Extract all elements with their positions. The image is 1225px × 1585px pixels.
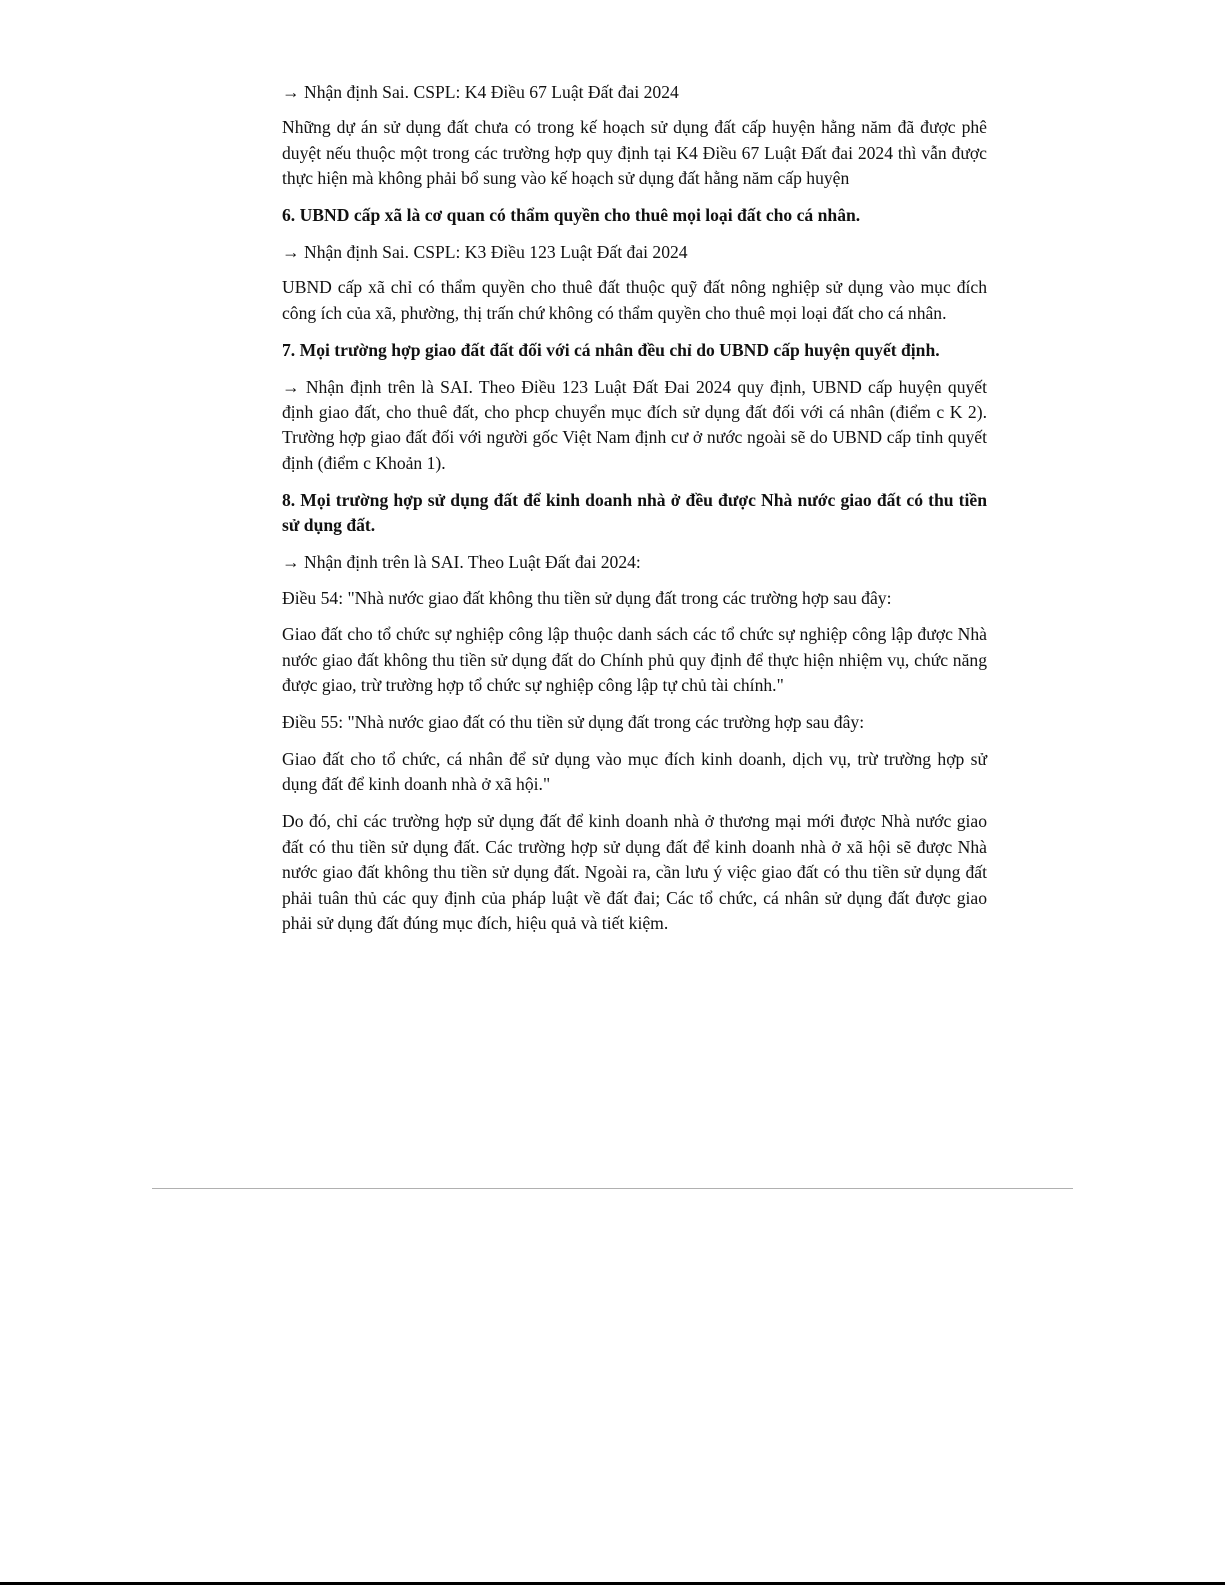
document-body	[282, 80, 987, 948]
question-heading: 6. UBND cấp xã là cơ quan có thẩm quyền cho thuê mọi loại đất cho cá nhân.	[282, 205, 861, 226]
law-quote-paragraph: Giao đất cho tổ chức sự nghiệp công lập thuộc danh sách các tổ chức sự nghiệp công lập được Nhà nước giao đất không thu tiền sử dụng đất do Chính phủ quy định để thực hiện nhiệm vụ, chức năng được giao, trừ trường hợp tổ chức sự nghiệp công lập tự chủ tài chính."	[282, 624, 987, 696]
explanation-paragraph: UBND cấp xã chỉ có thẩm quyền cho thuê đất thuộc quỹ đất nông nghiệp sử dụng vào mục đích công ích của xã, phường, thị trấn chứ không có thẩm quyền cho thuê mọi loại đất cho cá nhân.	[282, 277, 987, 323]
page-divider	[152, 1188, 1073, 1189]
question-heading: 8. Mọi trường hợp sử dụng đất để kinh doanh nhà ở đều được Nhà nước giao đất có thu tiền sử dụng đất.	[282, 489, 987, 536]
explanation-paragraph: Những dự án sử dụng đất chưa có trong kế hoạch sử dụng đất cấp huyện hằng năm đã được phê duyệt nếu thuộc một trong các trường hợp quy định tại K4 Điều 67 Luật Đất đai 2024 thì vẫn được thực hiện mà không phải bổ sung vào kế hoạch sử dụng đất hằng năm cấp huyện	[282, 117, 987, 189]
answer-paragraph: → Nhận định trên là SAI. Theo Điều 123 Luật Đất Đai 2024 quy định, UBND cấp huyện quyết định giao đất, cho thuê đất, cho phcp chuyển mục đích sử dụng đất đối với cá nhân (điểm c K 2). Trường hợp giao đất đối với người gốc Việt Nam định cư ở nước ngoài sẽ do UBND cấp tỉnh quyết định (điểm c Khoản 1).	[282, 376, 987, 473]
conclusion-paragraph: Do đó, chỉ các trường hợp sử dụng đất để kinh doanh nhà ở thương mại mới được Nhà nước giao đất có thu tiền sử dụng đất. Các trường hợp sử dụng đất để kinh doanh nhà ở xã hội sẽ được Nhà nước giao đất không thu tiền sử dụng đất. Ngoài ra, cần lưu ý việc giao đất có thu tiền sử dụng đất phải tuân thủ các quy định của pháp luật về đất đai; Các tổ chức, cá nhân sử dụng đất được giao phải sử dụng đất đúng mục đích, hiệu quả và tiết kiệm.	[282, 811, 987, 933]
answer-line: → Nhận định Sai. CSPL: K3 Điều 123 Luật Đất đai 2024	[282, 242, 688, 263]
law-quote-paragraph: Điều 54: "Nhà nước giao đất không thu tiền sử dụng đất trong các trường hợp sau đây:	[282, 587, 892, 608]
law-quote-paragraph: Giao đất cho tổ chức, cá nhân để sử dụng vào mục đích kinh doanh, dịch vụ, trừ trường hợp sử dụng đất để kinh doanh nhà ở xã hội."	[282, 749, 987, 795]
law-quote-paragraph: Điều 55: "Nhà nước giao đất có thu tiền sử dụng đất trong các trường hợp sau đây:	[282, 712, 865, 733]
answer-line: → Nhận định trên là SAI. Theo Luật Đất đai 2024:	[282, 552, 641, 573]
question-heading: 7. Mọi trường hợp giao đất đất đối với cá nhân đều chỉ do UBND cấp huyện quyết định.	[282, 339, 940, 360]
answer-line: → Nhận định Sai. CSPL: K4 Điều 67 Luật Đất đai 2024	[282, 82, 679, 102]
